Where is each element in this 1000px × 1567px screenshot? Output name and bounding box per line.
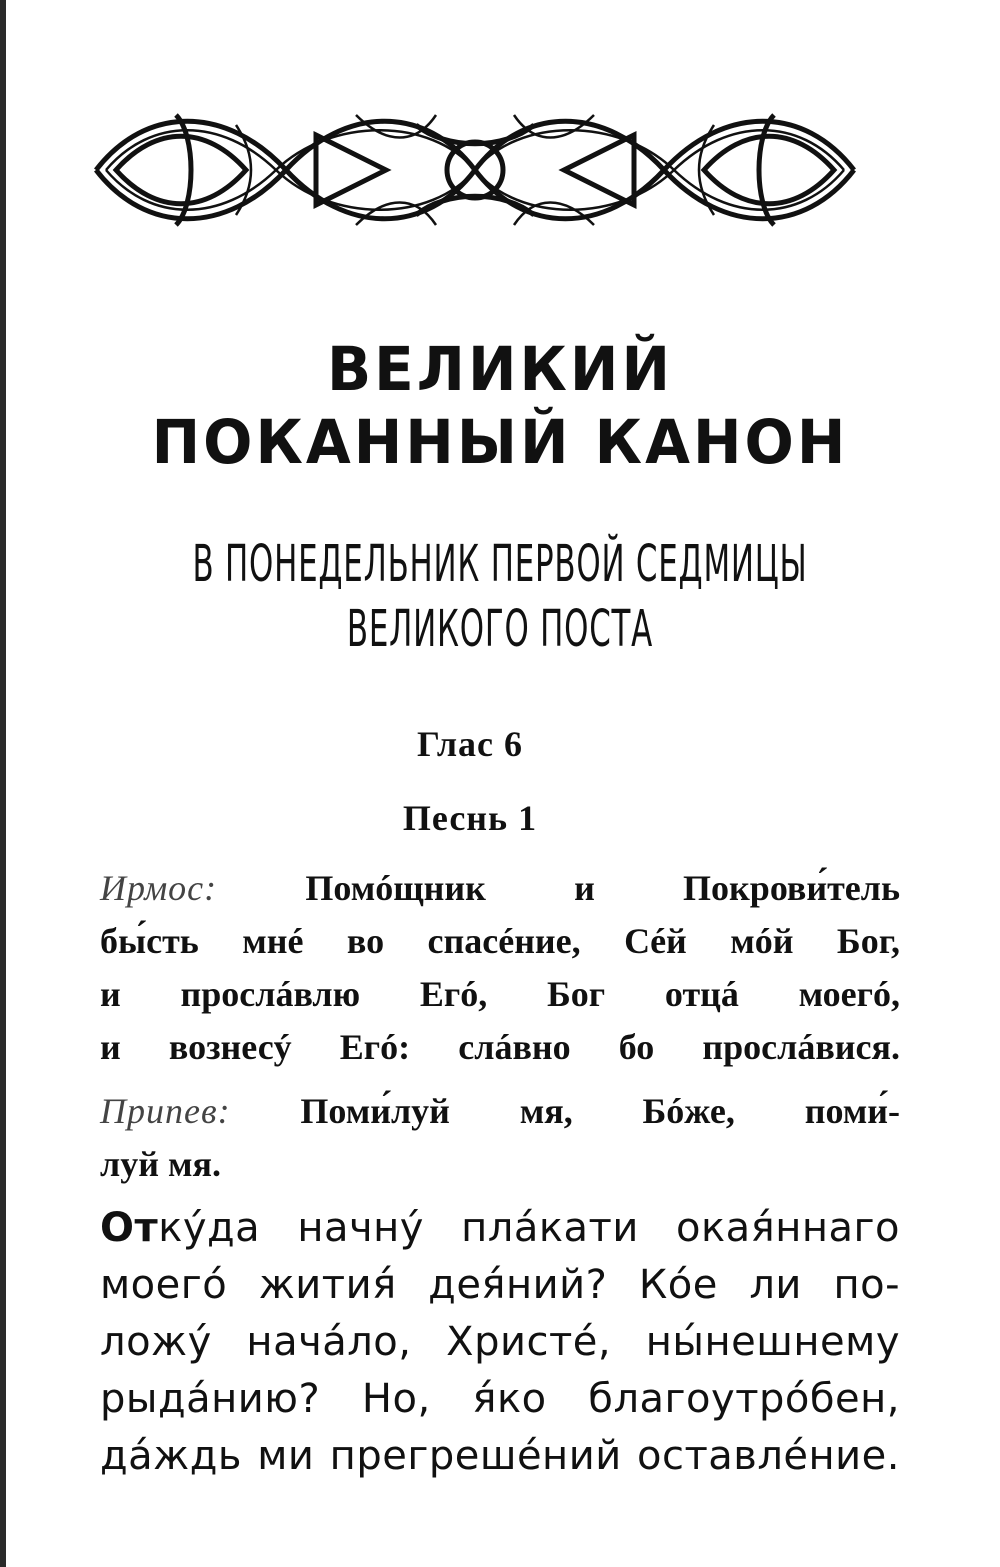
irmos-paragraph [57,862,900,1074]
irmos-line: и прослáвлю Егó, Бог отцá моегó, [100,974,900,1014]
pripev-line: луй мя. [100,1144,221,1184]
irmos-text: Помóщник и Покрови́тель [305,868,900,908]
irmos-line: бы́сть мнé во спасéние, Сéй мóй Бог, [100,921,900,961]
pesn-heading: Песнь 1 [402,798,538,838]
troparion-line: ложý начáло, Христé, ны́нешнему [100,1319,900,1365]
irmos-label: Ирмос: [100,868,218,908]
troparion-line: моегó жития́ дея́ний? Кóе ли по- [100,1262,900,1308]
interlace-ornament-icon [86,95,864,245]
pripev-line [57,1085,900,1138]
troparion-line: рыдáнию? Но, я́ко благоутрóбен, [100,1376,900,1422]
troparion-line [57,1200,900,1257]
pripev-label: Припев: [100,1091,231,1131]
subtitle-line-2: ВЕЛИКОГО ПОСТА [346,600,654,659]
troparion-text: кýда начнý плáкати окая́ннаго [158,1205,900,1251]
troparion-line: дáждь ми прегрешéний оставлéние. [100,1433,900,1479]
subtitle-line-1: В ПОНЕДЕЛЬНИК ПЕРВОЙ СЕДМИЦЫ [192,535,808,594]
glas-heading: Глас 6 [416,724,524,764]
title-line-2: ПОКАННЫЙ КАНОН [151,406,849,478]
pripev-text: Поми́луй мя, Бóже, поми́- [300,1091,901,1131]
troparion-initial: От [100,1205,159,1251]
irmos-line: и вознесý Егó: слáвно бо прослáвися. [100,1027,900,1067]
troparion-paragraph [57,1200,900,1485]
pripev-paragraph [57,1085,900,1191]
irmos-line [57,862,900,915]
title-line-1: ВЕЛИКИЙ [326,333,674,405]
page-edge [0,0,6,1567]
